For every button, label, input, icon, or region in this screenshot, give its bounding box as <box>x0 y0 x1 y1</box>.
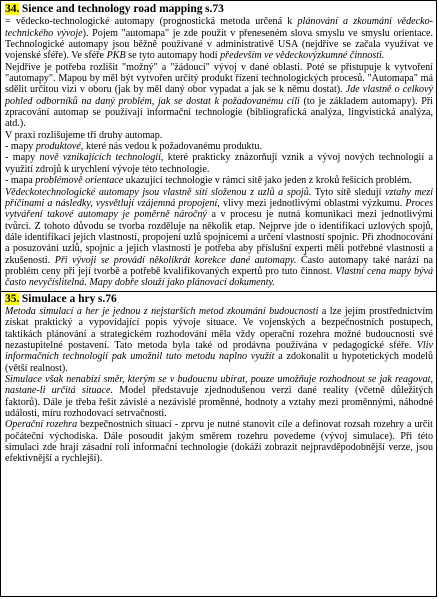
section-body <box>5 16 433 288</box>
paragraph <box>5 141 433 152</box>
text-run: , které nás vedou k požadovanému produktu. <box>80 141 262 153</box>
section-page-ref: s.76 <box>97 292 117 305</box>
text-run: - mapy <box>5 141 36 153</box>
emphasis-text: nově vznikajících technologií <box>39 152 161 164</box>
section-title: Simulace a hry <box>21 292 96 305</box>
emphasis-text: Vliv informačních technologií pak umožnil tuto metodu naplno využít <box>5 339 433 363</box>
text-run: a zdokonalit u hypotetických modelů (větší realnost). <box>5 351 433 374</box>
emphasis-text: Proces vytváření takové automapy je poměrně náročný <box>5 197 433 221</box>
section-34 <box>1 1 436 289</box>
text-run: a lze jejím prostřednictvím získat praktický a vypovídající popis vývoje situace. Ve vojenských a bezpečnostních postupech, taktikách plánování a strategickém rozhodování měla vždy operační rozehra možné budoucnosti své nezastupitelné postavení. Tato metoda byla také od prodávna používána v pedagogické sféře. <box>5 305 433 351</box>
section-body <box>5 306 433 465</box>
emphasis-text: PKB <box>106 50 126 62</box>
text-run: ). Pojem "automapa" je zde použit v přeneseném slova smyslu ve smyslu orientace. Technologické automapy jsou běžně používané v administrativě USA (nejdříve se začala využívat ve vojenské sféře). Ve sféře <box>5 27 434 62</box>
paragraph <box>5 152 433 175</box>
paragraph <box>5 306 433 374</box>
section-35 <box>1 291 436 465</box>
section-number: 35. <box>5 292 20 305</box>
emphasis-text: produktové <box>35 141 81 153</box>
text-run: Nejdříve je potřeba rozlišit "možný" a "žádoucí" vývoj v dané oblasti. Poté se přistupuje k vytvoření "automapy". Mapou by měl být vytvořen určitý produkt řízení technologických procesů. "Automapa" má sdělit určitou vizi v oboru (jak by měl daný obor vypadat a jak se k němu dostat). <box>5 61 433 96</box>
paragraph <box>5 374 433 419</box>
text-run: , vlivy mezi jednotlivými oblastmi výzkumu. <box>217 197 406 209</box>
text-run: Model představuje zjednodušenou verzi dané reality (včetně důležitých faktorů). Dále je třeba řešit závislé a nezávislé proměnné, hodnoty a vztahy mezi proměnnými, náhodné události, míru rozhodovací setrvačnosti. <box>5 385 433 420</box>
emphasis-text: vztahy mezi příčinami a následky, vysvětlují vzájemná propojení <box>5 186 434 209</box>
emphasis-text: především ve vědeckovýzkumné činnosti. <box>220 50 385 62</box>
text-run: bezpečnostních situací - zprvu je nutné stanovit cíle a definovat rozsah rozehry a určit počáteční východiska. Dále posoudit jakým směrem rozehru povedeme (vývoj simulace). Při této simulaci zde hrají zásadní roli informační technologie (dokáží zobrazit nejpravděpodobnější verze, jsou efektivnější a rychlejší). <box>5 419 433 465</box>
paragraph <box>5 419 433 464</box>
emphasis-text: plánování a zkoumání vědecko-technického vývoje <box>5 16 433 39</box>
text-run: V praxi rozlišujeme tři druhy automap. <box>5 129 163 141</box>
paragraph <box>5 187 433 289</box>
emphasis-text: Při vývoji se provádí několikrát korekce dané automapy. <box>54 254 297 266</box>
text-run: (to je základem automapy). Při zpracování automap se používají informační technologie (bibliografická analýza, lingvistická analýza, atd.). <box>5 95 433 130</box>
emphasis-text: Vlastní cena mapy bývá často nevyčíslitelná. Mapy dobře slouží jako plánovací dokumenty. <box>5 265 433 289</box>
paragraph <box>5 175 433 186</box>
section-page-ref: s.73 <box>205 3 224 15</box>
text-run: , které prakticky znázorňují vznik a vývoj nových technologií a využití zdrojů k urychlení vývoje této technologie. <box>5 152 433 175</box>
text-run: = vědecko-technologické automapy (prognostická metoda určená k <box>5 16 298 28</box>
section-heading <box>5 4 433 15</box>
emphasis-text: Metoda simulací a her je jednou z nejstarších metod zkoumání budoucnosti <box>5 305 319 317</box>
paragraph <box>5 130 433 141</box>
emphasis-text: problémově orientace <box>35 175 124 187</box>
text-run: a v procesu je nutná komunikaci mezi jednotlivými tvůrci. Z tohoto důvodu se tvorba rozděluje na několik etap. Nejprve jde o identifikaci uzlových spojů, dále identifikaci jejich vlastností, propojení uzlů spojnicemi a určení vlastností spojnic. Při zhodnocování a posuzování uzlů, spojnic a jejich vlastností je potřeba aby příslušní experti měli potřebné vlastnosti a zkušenosti. <box>5 209 433 266</box>
text-run: - mapy <box>5 152 40 164</box>
emphasis-text: Vědeckotechnologické automapy jsou vlastně sítí složenou z uzlů a spojů. <box>5 186 312 198</box>
emphasis-text: Simulace však nenabízí směr, kterým se v budoucnu ubírat, pouze umožňuje rozhodnout se jak reagovat, nastane-li určitá situace. <box>5 374 433 397</box>
text-run: Tyto sítě sledují <box>311 186 386 198</box>
emphasis-text: Jde vlastně o celkový pohled odborníků na daný problém, jak se dostat k požadovanému cíli <box>5 84 433 107</box>
paragraph <box>5 62 433 130</box>
section-title: Sience and technology road mapping <box>21 3 203 15</box>
emphasis-text: Operační rozehra <box>5 419 78 431</box>
text-run: se tyto automapy hodí <box>125 50 221 62</box>
text-run: Často automapy také narází na problém ceny při její tvorbě a potřebě kvalifikovaných expertů pro tuto činnost. <box>5 254 433 277</box>
text-run: ukazující technologie v rámci sítě jako jeden z kroků řešících problém. <box>123 175 412 187</box>
section-number: 34. <box>5 3 20 15</box>
section-heading <box>5 294 433 305</box>
paragraph <box>5 16 433 61</box>
text-run: - mapa <box>5 175 36 187</box>
